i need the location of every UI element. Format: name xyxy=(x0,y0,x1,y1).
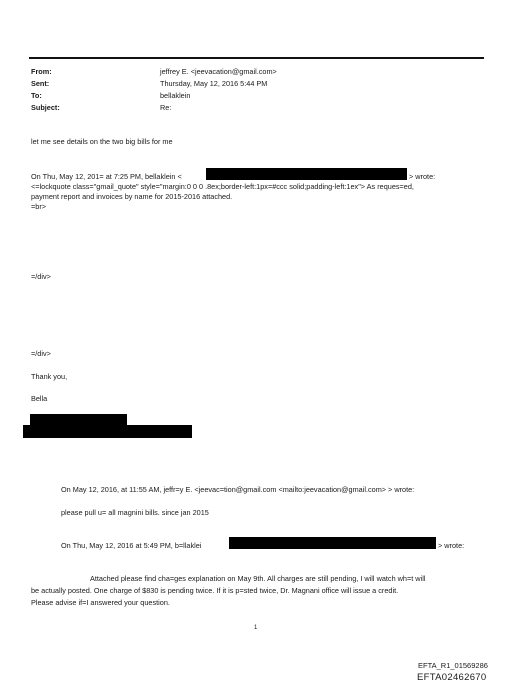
redaction-box xyxy=(229,537,436,549)
paragraph-line-1: Attached please find cha=ges explanation on May 9th. All charges are still pending, I will watch wh=t will xyxy=(90,574,426,583)
quote2-line: On May 12, 2016, at 11:55 AM, jeffr=y E. <jeevac=tion@gmail.com <mailto:jeevacation@gmail.com> > wrote: xyxy=(61,485,415,494)
div-close-2: =/div> xyxy=(31,349,51,358)
from-label: From: xyxy=(31,67,52,76)
thanks-line: Thank you, xyxy=(31,372,68,381)
div-close-1: =/div> xyxy=(31,272,51,281)
sent-label: Sent: xyxy=(31,79,50,88)
paragraph-line-2: be actually posted. One charge of $830 is pending twice. If it is p=sted twice, Dr. Magnani office will issue a credit. xyxy=(31,586,399,595)
quote3-prefix: On Thu, May 12, 2016 at 5:49 PM, b=llaklei xyxy=(61,541,202,550)
redaction-box xyxy=(23,425,192,438)
subject-label: Subject: xyxy=(31,103,60,112)
subject-value: Re: xyxy=(160,103,172,112)
sent-value: Thursday, May 12, 2016 5:44 PM xyxy=(160,79,268,88)
quote1-prefix: On Thu, May 12, 201= at 7:25 PM, bellaklein < xyxy=(31,172,182,181)
document-reference: EFTA_R1_01569286 xyxy=(418,661,488,670)
paragraph-line-3: Please advise if=I answered your question. xyxy=(31,598,170,607)
page-number: 1 xyxy=(254,625,258,631)
quote1-line4: =br> xyxy=(31,202,47,211)
from-value: jeffrey E. <jeevacation@gmail.com> xyxy=(160,67,277,76)
quote1-suffix: > wrote: xyxy=(409,172,436,181)
quote1-line2: <=lockquote class="gmail_quote" style="margin:0 0 0 .8ex;border-left:1px=#ccc solid;padding-left:1ex"> As reques=ed, xyxy=(31,182,414,191)
quote3-suffix: > wrote: xyxy=(438,541,465,550)
to-label: To: xyxy=(31,91,42,100)
to-value: bellaklein xyxy=(160,91,191,100)
header-rule xyxy=(29,57,484,59)
redaction-box xyxy=(206,168,407,180)
bates-number: EFTA02462670 xyxy=(417,672,487,683)
redaction-box xyxy=(30,414,127,425)
pull-line: please pull u= all magnini bills. since jan 2015 xyxy=(61,508,209,517)
signature-name: Bella xyxy=(31,394,48,403)
quote1-line3: payment report and invoices by name for 2015-2016 attached. xyxy=(31,192,233,201)
intro-line: let me see details on the two big bills for me xyxy=(31,137,173,146)
